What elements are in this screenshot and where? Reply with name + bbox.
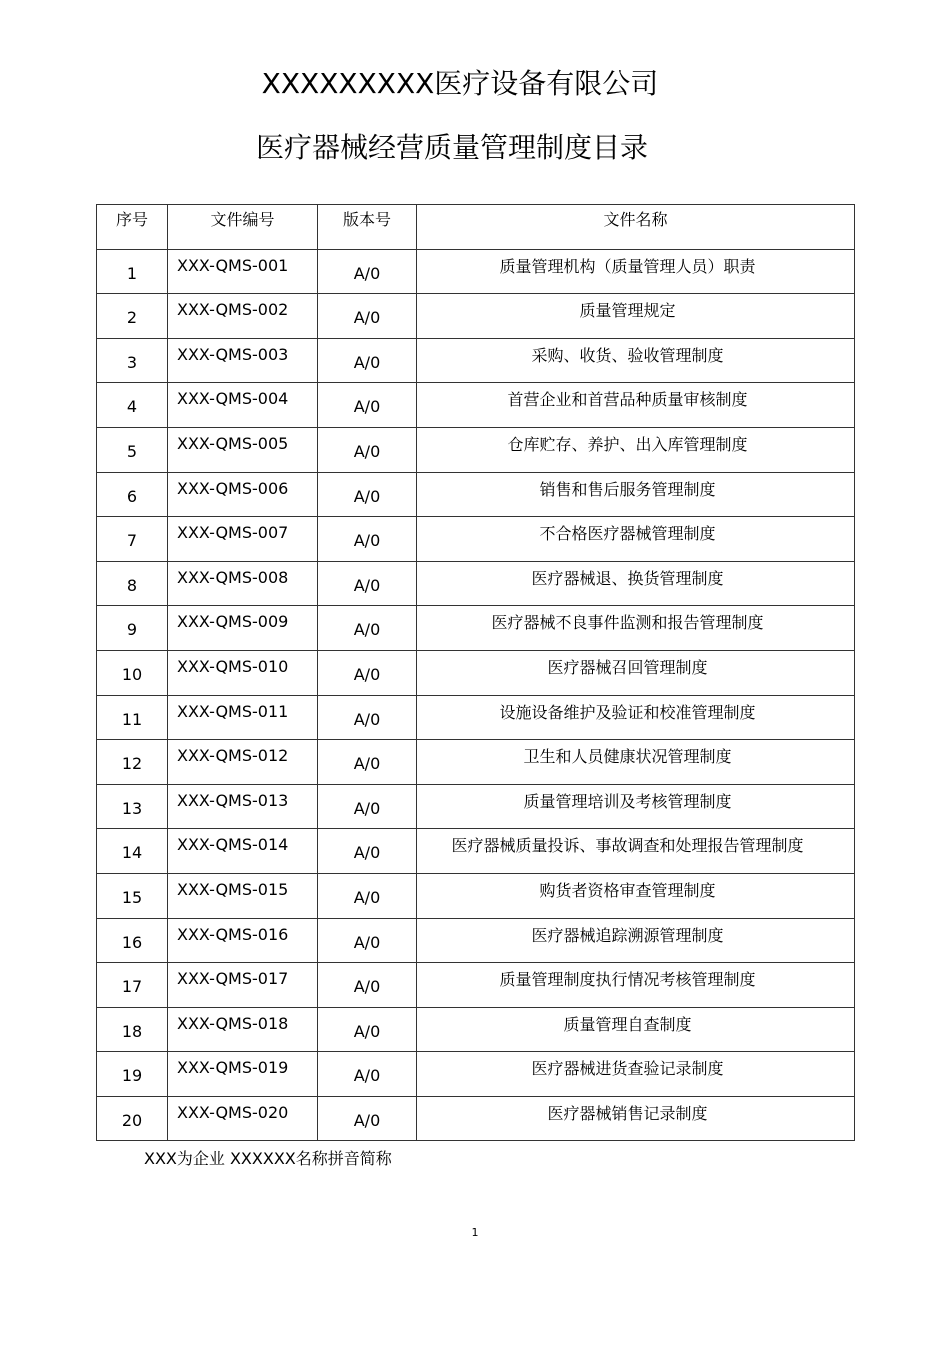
header-cell (97, 205, 168, 250)
table-cell (318, 918, 417, 963)
file-name: 不合格医疗器械管理制度 (539, 524, 716, 544)
row-number: 12 (121, 754, 143, 774)
file-code: XXX-QMS-009 (177, 612, 289, 632)
file-code: XXX-QMS-013 (177, 790, 289, 810)
table-cell (417, 294, 855, 339)
version: A/0 (353, 308, 381, 328)
version: A/0 (353, 486, 381, 506)
row-number: 19 (121, 1066, 143, 1086)
table-cell (417, 427, 855, 472)
row-number: 14 (121, 843, 143, 863)
table-cell (97, 873, 168, 918)
company-title: XXXXXXXXX医疗设备有限公司 (261, 67, 659, 100)
row-number: 1 (126, 263, 138, 283)
table-cell (97, 427, 168, 472)
table-cell (168, 1052, 318, 1097)
file-name: 质量管理规定 (579, 301, 676, 321)
version: A/0 (353, 397, 381, 417)
file-name: 质量管理机构（质量管理人员）职责 (499, 256, 756, 276)
row-number: 7 (126, 531, 138, 551)
header-code: 文件编号 (210, 210, 275, 229)
row-number: 10 (121, 664, 143, 684)
table-cell (168, 740, 318, 785)
table-cell (168, 784, 318, 829)
table-cell (318, 472, 417, 517)
header-cell (318, 205, 417, 250)
table-cell (318, 561, 417, 606)
file-code: XXX-QMS-007 (177, 523, 289, 543)
version: A/0 (353, 843, 381, 863)
catalog-title: 医疗器械经营质量管理制度目录 (255, 131, 648, 164)
file-code: XXX-QMS-019 (177, 1058, 289, 1078)
table-cell (97, 695, 168, 740)
table-cell (97, 517, 168, 562)
file-name: 医疗器械退、换货管理制度 (531, 568, 724, 588)
table-cell (417, 695, 855, 740)
table-cell (168, 1007, 318, 1052)
version: A/0 (353, 709, 381, 729)
table-cell (318, 740, 417, 785)
table-cell (318, 695, 417, 740)
table-cell (417, 784, 855, 829)
row-number: 16 (121, 932, 143, 952)
table-cell (97, 918, 168, 963)
row-number: 13 (121, 798, 143, 818)
page-number: 1 (471, 1226, 479, 1239)
table-cell (168, 606, 318, 651)
header-name: 文件名称 (603, 210, 668, 229)
table-cell (97, 249, 168, 294)
file-name: 卫生和人员健康状况管理制度 (523, 747, 732, 767)
row-number: 3 (126, 352, 138, 372)
table-row (97, 294, 855, 339)
table-cell (168, 963, 318, 1008)
file-code: XXX-QMS-004 (177, 389, 289, 409)
table-cell (318, 383, 417, 428)
table-row (97, 517, 855, 562)
table-cell (417, 1052, 855, 1097)
table-row (97, 472, 855, 517)
table-row (97, 829, 855, 874)
file-name: 医疗器械召回管理制度 (547, 657, 708, 677)
version: A/0 (353, 1021, 381, 1041)
table-cell (417, 873, 855, 918)
catalog-table (96, 204, 855, 1141)
file-name: 设施设备维护及验证和校准管理制度 (499, 702, 756, 722)
table-cell (168, 695, 318, 740)
version: A/0 (353, 798, 381, 818)
table-cell (318, 294, 417, 339)
table-row (97, 650, 855, 695)
table-row (97, 561, 855, 606)
file-code: XXX-QMS-018 (177, 1013, 289, 1033)
version: A/0 (353, 441, 381, 461)
table-cell (318, 873, 417, 918)
row-number: 20 (121, 1110, 143, 1130)
table-cell (417, 918, 855, 963)
file-code: XXX-QMS-006 (177, 478, 289, 498)
table-cell (168, 918, 318, 963)
version: A/0 (353, 575, 381, 595)
table-cell (168, 294, 318, 339)
file-name: 质量管理自查制度 (563, 1014, 692, 1034)
table-cell (168, 1096, 318, 1141)
table-row (97, 1096, 855, 1141)
footnote: XXX为企业 XXXXXX名称拼音简称 (144, 1149, 392, 1168)
table-row (97, 918, 855, 963)
file-code: XXX-QMS-001 (177, 255, 289, 275)
table-cell (417, 561, 855, 606)
table-cell (168, 517, 318, 562)
row-number: 9 (126, 620, 138, 640)
header-no: 序号 (115, 210, 148, 229)
file-code: XXX-QMS-014 (177, 835, 289, 855)
table-row (97, 873, 855, 918)
table-cell (417, 650, 855, 695)
file-name: 医疗器械销售记录制度 (547, 1103, 708, 1123)
version: A/0 (353, 664, 381, 684)
version: A/0 (353, 754, 381, 774)
table-cell (318, 1052, 417, 1097)
table-cell (318, 606, 417, 651)
table-cell (318, 829, 417, 874)
row-number: 17 (121, 977, 143, 997)
table-cell (97, 294, 168, 339)
table-cell (318, 249, 417, 294)
table-row (97, 383, 855, 428)
file-name: 质量管理培训及考核管理制度 (523, 791, 732, 811)
version: A/0 (353, 352, 381, 372)
row-number: 6 (126, 486, 138, 506)
file-name: 首营企业和首营品种质量审核制度 (507, 390, 748, 410)
table-cell (168, 650, 318, 695)
version: A/0 (353, 620, 381, 640)
table-cell (168, 561, 318, 606)
table-cell (417, 338, 855, 383)
table-cell (318, 650, 417, 695)
file-code: XXX-QMS-003 (177, 344, 289, 364)
file-code: XXX-QMS-005 (177, 433, 289, 453)
header-cell (417, 205, 855, 250)
file-code: XXX-QMS-011 (177, 701, 289, 721)
table-cell (168, 472, 318, 517)
table-row (97, 963, 855, 1008)
table-cell (417, 829, 855, 874)
file-name: 医疗器械进货查验记录制度 (531, 1059, 724, 1079)
table-cell (417, 517, 855, 562)
row-number: 4 (126, 397, 138, 417)
row-number: 8 (126, 575, 138, 595)
table-cell (417, 249, 855, 294)
version: A/0 (353, 1110, 381, 1130)
table-cell (97, 1096, 168, 1141)
table-cell (417, 383, 855, 428)
table-cell (97, 784, 168, 829)
file-name: 购货者资格审查管理制度 (539, 880, 716, 900)
table-cell (318, 338, 417, 383)
table-cell (318, 1096, 417, 1141)
file-name: 医疗器械追踪溯源管理制度 (531, 925, 724, 945)
table-cell (318, 784, 417, 829)
version: A/0 (353, 887, 381, 907)
table-cell (97, 1007, 168, 1052)
version: A/0 (353, 263, 381, 283)
table-cell (168, 249, 318, 294)
file-name: 医疗器械质量投诉、事故调查和处理报告管理制度 (451, 836, 804, 856)
version: A/0 (353, 977, 381, 997)
table-cell (417, 1007, 855, 1052)
version: A/0 (353, 531, 381, 551)
table-row (97, 249, 855, 294)
table-cell (318, 427, 417, 472)
version: A/0 (353, 1066, 381, 1086)
table-cell (318, 1007, 417, 1052)
file-name: 医疗器械不良事件监测和报告管理制度 (491, 613, 764, 633)
table-row (97, 1052, 855, 1097)
file-code: XXX-QMS-015 (177, 879, 289, 899)
header-version: 版本号 (342, 210, 391, 229)
table-cell (168, 338, 318, 383)
table-header-row (97, 205, 855, 250)
file-code: XXX-QMS-002 (177, 300, 289, 320)
table-cell (168, 427, 318, 472)
table-row (97, 740, 855, 785)
table-cell (97, 338, 168, 383)
table-cell (318, 517, 417, 562)
table-cell (97, 383, 168, 428)
file-name: 仓库贮存、养护、出入库管理制度 (507, 434, 748, 454)
row-number: 18 (121, 1021, 143, 1041)
table-cell (417, 472, 855, 517)
table-cell (97, 472, 168, 517)
file-code: XXX-QMS-016 (177, 924, 289, 944)
row-number: 5 (126, 441, 138, 461)
table-cell (417, 1096, 855, 1141)
table-cell (168, 873, 318, 918)
file-code: XXX-QMS-012 (177, 746, 289, 766)
file-code: XXX-QMS-010 (177, 656, 289, 676)
table-cell (97, 561, 168, 606)
table-row (97, 606, 855, 651)
table-row (97, 1007, 855, 1052)
table-cell (417, 963, 855, 1008)
table-cell (417, 606, 855, 651)
table-row (97, 338, 855, 383)
table-cell (97, 606, 168, 651)
table-cell (97, 1052, 168, 1097)
header-cell (168, 205, 318, 250)
version: A/0 (353, 932, 381, 952)
table-cell (97, 650, 168, 695)
row-number: 11 (121, 709, 143, 729)
file-code: XXX-QMS-017 (177, 969, 289, 989)
table-row (97, 695, 855, 740)
table-cell (417, 740, 855, 785)
table-cell (97, 963, 168, 1008)
file-name: 采购、收货、验收管理制度 (531, 345, 724, 365)
table-cell (318, 963, 417, 1008)
file-code: XXX-QMS-008 (177, 567, 289, 587)
row-number: 2 (126, 308, 138, 328)
table-row (97, 427, 855, 472)
table-row (97, 784, 855, 829)
file-name: 销售和售后服务管理制度 (539, 479, 716, 499)
row-number: 15 (121, 887, 143, 907)
file-name: 质量管理制度执行情况考核管理制度 (499, 970, 756, 990)
file-code: XXX-QMS-020 (177, 1102, 289, 1122)
table-cell (97, 740, 168, 785)
table-cell (168, 383, 318, 428)
table-cell (168, 829, 318, 874)
table-cell (97, 829, 168, 874)
